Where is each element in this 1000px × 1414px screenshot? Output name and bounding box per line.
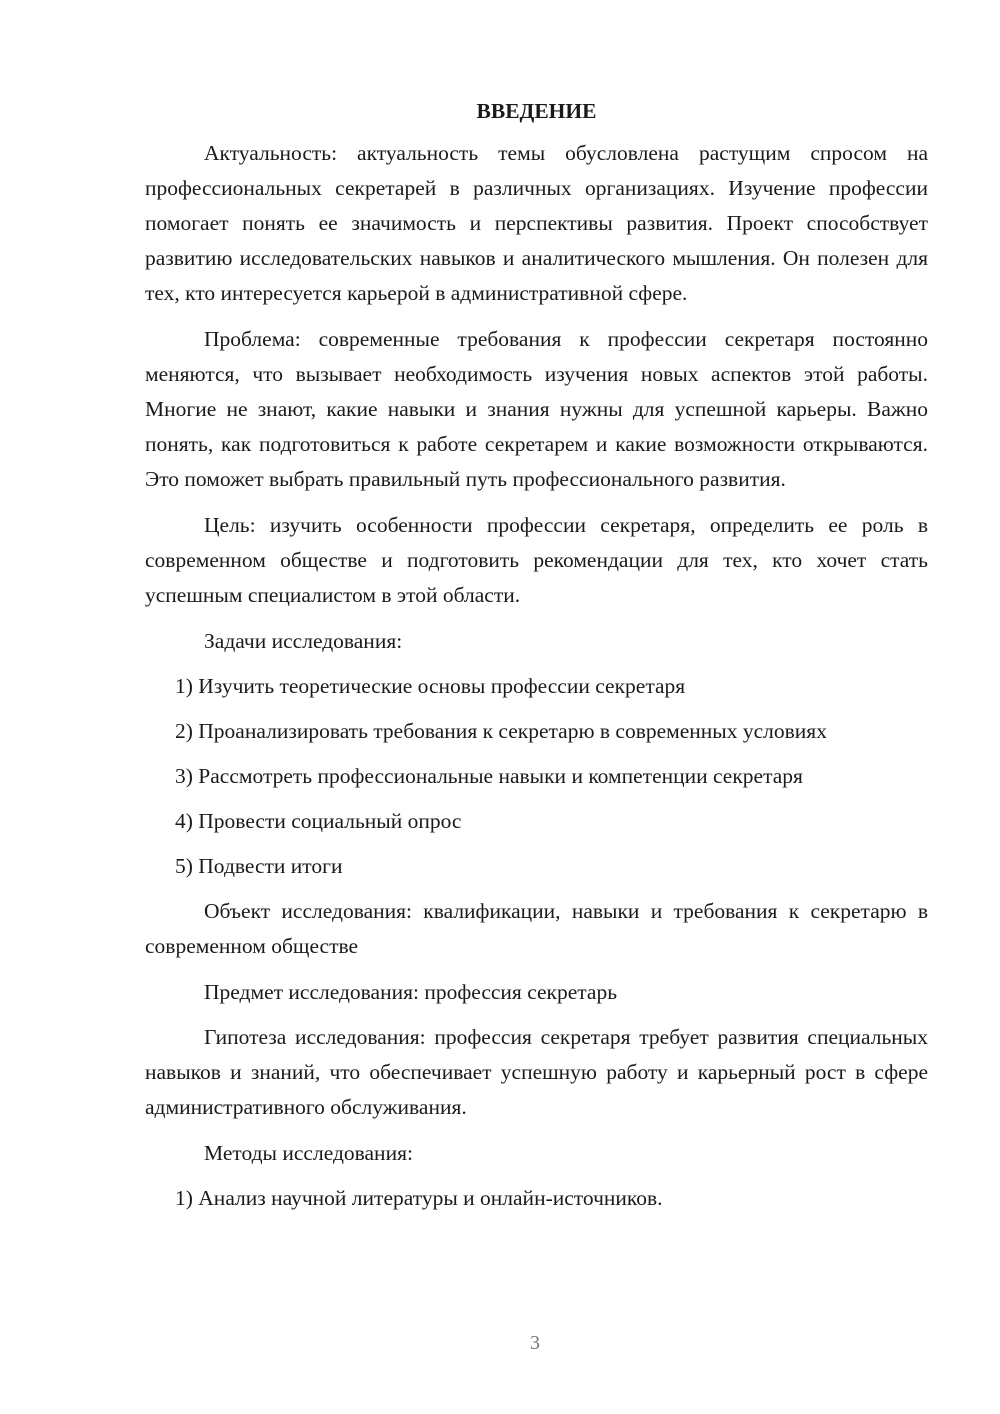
list-item: 2) Проанализировать требования к секретарю в современных условиях	[175, 719, 827, 743]
list-item: 3) Рассмотреть профессиональные навыки и компетенции секретаря	[175, 764, 803, 788]
tasks-heading: Задачи исследования:	[204, 629, 403, 653]
list-item: 4) Провести социальный опрос	[175, 809, 462, 833]
list-item: 1) Анализ научной литературы и онлайн-источников.	[175, 1186, 663, 1210]
page-title: ВВЕДЕНИЕ	[476, 99, 597, 123]
subject-paragraph: Предмет исследования: профессия секретарь	[204, 980, 618, 1004]
methods-list	[145, 1181, 928, 1216]
object-paragraph: Объект исследования: квалификации, навыки и требования к секретарю в современном обществе	[145, 899, 928, 958]
tasks-list	[145, 669, 928, 884]
relevance-paragraph: Актуальность: актуальность темы обусловлена растущим спросом на профессиональных секретарей в различных организациях. Изучение профессии помогает понять ее значимость и перспективы развития. Проект способствует развитию исследовательских навыков и аналитического мышления. Он полезен для тех, кто интересуется карьерой в административной сфере.	[145, 141, 928, 305]
problem-paragraph: Проблема: современные требования к профессии секретаря постоянно меняются, что вызывает необходимость изучения новых аспектов этой работы. Многие не знают, какие навыки и знания нужны для успешной карьеры. Важно понять, как подготовиться к работе секретарем и какие возможности открываются. Это поможет выбрать правильный путь профессионального развития.	[145, 327, 928, 491]
goal-paragraph: Цель: изучить особенности профессии секретаря, определить ее роль в современном обществе и подготовить рекомендации для тех, кто хочет стать успешным специалистом в этой области.	[145, 513, 928, 607]
list-item: 5) Подвести итоги	[175, 854, 343, 878]
document-page	[145, 96, 928, 1226]
hypothesis-paragraph: Гипотеза исследования: профессия секретаря требует развития специальных навыков и знаний, что обеспечивает успешную работу и карьерный рост в сфере административного обслуживания.	[145, 1025, 928, 1119]
page-number: 3	[530, 1332, 540, 1354]
methods-heading: Методы исследования:	[204, 1141, 413, 1165]
list-item: 1) Изучить теоретические основы профессии секретаря	[175, 674, 686, 698]
